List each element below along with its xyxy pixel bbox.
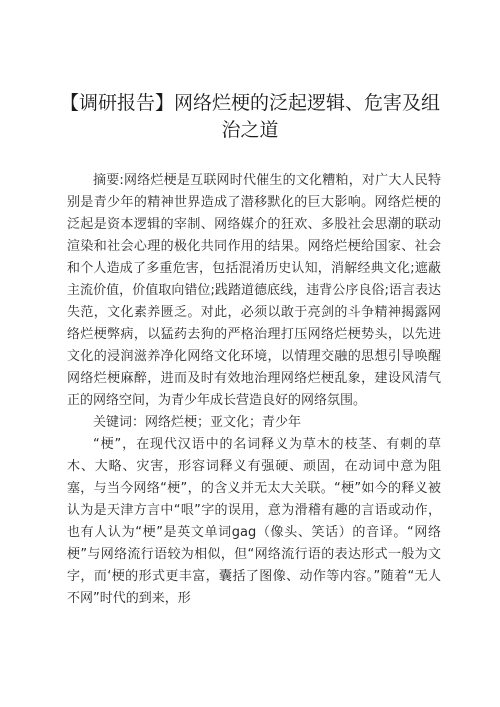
document-body <box>67 170 441 610</box>
body-paragraph: “梗”，在现代汉语中的名词释义为草木的枝茎、有刺的草木、大略、灾害，形容词释义有强硬、顽固，在动词中意为阻塞，与当今网络“梗”，的含义并无太大关联。“梗”如今的释义被认为是天津方言中“哏”字的误用，意为滑稽有趣的言语或动作，也有人认为“梗”是英文单词gag（像头、笑话）的音译。“网络梗”与网络流行语较为相似，但“网络流行语的表达形式一般为文字，而‘梗的形式更丰富，囊括了图像、动作等内容。”随着“无人不网”时代的到来，形 <box>67 437 441 606</box>
document-title: 【调研报告】网络烂梗的泛起逻辑、危害及组治之道 <box>60 92 441 141</box>
abstract-paragraph: 摘要:网络烂梗是互联网时代催生的文化糟粕，对广大人民特别是青少年的精神世界造成了潜移默化的巨大影响。网络烂梗的泛起是资本逻辑的宰制、网络媒介的狂欢、多股社会思潮的联动渲染和社会心理的极化共同作用的结果。网络烂梗给国家、社会和个人造成了多重危害，包括混淆历史认知，消解经典文化;遮蔽主流价值，价值取向错位;践踏道德底线，违背公序良俗;语言表达失范，文化素养匮乏。对此，必须以敢于亮剑的斗争精神揭露网络烂梗弊病，以猛药去狗的严格治理打压网络烂梗势头，以先进文化的浸润滋养净化网络文化环境，以情理交融的思想引导唤醒网络烂梗麻醉，进而及时有效地治理网络烂梗乱象，建设风清气正的网络空间，为青少年成长营造良好的网络氛围。 <box>67 173 441 408</box>
keywords-line: 关键词：网络烂梗；亚文化；青少年 <box>93 415 302 430</box>
